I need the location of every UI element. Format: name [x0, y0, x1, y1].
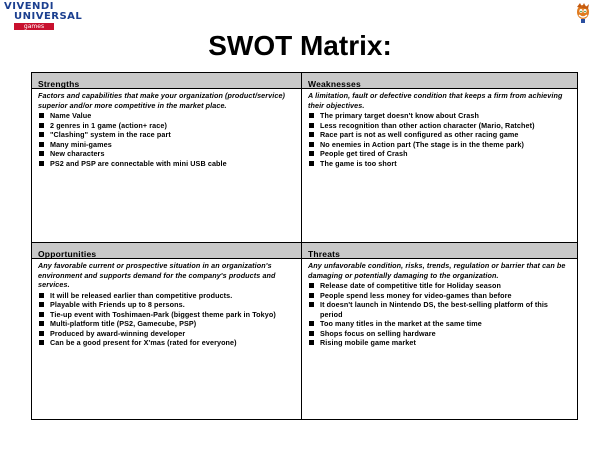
list-item: Less recognition than other action character (Mario, Ratchet) — [308, 121, 571, 131]
list-item: It will be released earlier than competitive products. — [38, 291, 295, 301]
list-item: "Clashing" system in the race part — [38, 130, 295, 140]
opportunities-header — [32, 243, 301, 259]
swot-matrix — [31, 72, 578, 420]
strengths-description: Factors and capabilities that make your organization (product/service) superior and/or more competitive in the market place. — [38, 91, 286, 110]
list-item: Name Value — [38, 111, 295, 121]
list-item: People spend less money for video-games than before — [308, 291, 571, 301]
crash-mascot-icon — [572, 2, 594, 24]
strengths-quadrant — [32, 73, 302, 243]
threats-quadrant — [302, 243, 577, 419]
threats-heading: Threats — [308, 249, 341, 259]
logo-line-vivendi: VIVENDI — [4, 1, 54, 12]
opportunities-list — [38, 291, 295, 348]
opportunities-heading: Opportunities — [38, 249, 97, 259]
list-item: Multi-platform title (PS2, Gamecube, PSP) — [38, 319, 295, 329]
list-item: It doesn't launch in Nintendo DS, the best-selling platform of this period — [308, 300, 571, 319]
list-item: Rising mobile game market — [308, 338, 571, 348]
list-item: Produced by award-winning developer — [38, 329, 295, 339]
opportunities-description: Any favorable current or prospective situation in an organization's environment and supports demand for the company's products and services. — [38, 261, 276, 289]
list-item: Release date of competitive title for Holiday season — [308, 281, 571, 291]
list-item: Too many titles in the market at the same time — [308, 319, 571, 329]
list-item: Playable with Friends up to 8 persons. — [38, 300, 295, 310]
logo-line-universal: UNIVERSAL — [14, 11, 83, 22]
list-item: 2 genres in 1 game (action+ race) — [38, 121, 295, 131]
strengths-heading: Strengths — [38, 79, 80, 89]
weaknesses-description: A limitation, fault or defective condition that keeps a firm from achieving their objectives. — [308, 91, 563, 110]
strengths-header — [32, 73, 301, 89]
list-item: Race part is not as well configured as other racing game — [308, 130, 571, 140]
vivendi-universal-logo — [4, 1, 83, 30]
list-item: Many mini-games — [38, 140, 295, 150]
weaknesses-list — [308, 111, 571, 168]
opportunities-quadrant — [32, 243, 302, 419]
weaknesses-heading: Weaknesses — [308, 79, 361, 89]
list-item: People get tired of Crash — [308, 149, 571, 159]
threats-list — [308, 281, 571, 348]
list-item: Tie-up event with Toshimaen-Park (biggest theme park in Tokyo) — [38, 310, 295, 320]
strengths-list — [38, 111, 295, 168]
list-item: The game is too short — [308, 159, 571, 169]
list-item: No enemies in Action part (The stage is in the theme park) — [308, 140, 571, 150]
logo-line-games: games — [14, 23, 54, 30]
list-item: The primary target doesn't know about Crash — [308, 111, 571, 121]
list-item: PS2 and PSP are connectable with mini USB cable — [38, 159, 295, 169]
page-title: SWOT Matrix: — [208, 30, 392, 61]
threats-description: Any unfavorable condition, risks, trends, regulation or barrier that can be damaging or potentially damaging to the organization. — [308, 261, 566, 280]
threats-header — [302, 243, 577, 259]
list-item: New characters — [38, 149, 295, 159]
weaknesses-quadrant — [302, 73, 577, 243]
weaknesses-header — [302, 73, 577, 89]
list-item: Can be a good present for X'mas (rated for everyone) — [38, 338, 295, 348]
list-item: Shops focus on selling hardware — [308, 329, 571, 339]
